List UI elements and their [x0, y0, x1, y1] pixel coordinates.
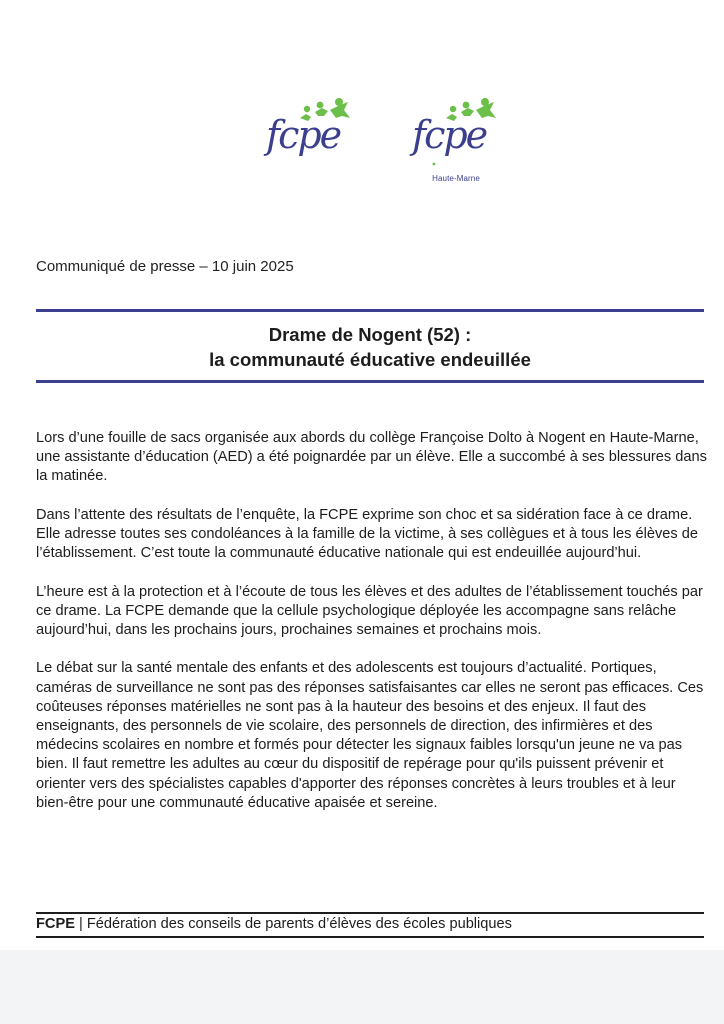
- svg-text:fcpe: fcpe: [266, 113, 341, 157]
- title-rule-bottom: [36, 380, 704, 383]
- footer-text: Fédération des conseils de parents d’élèves des écoles publiques: [86, 916, 512, 932]
- fcpe-haute-marne-logo: [408, 96, 504, 188]
- paragraph: Dans l’attente des résultats de l’enquête, la FCPE exprime son choc et sa sidération face à ce drame. Elle adresse toutes ses condoléances à la famille de la victime, à ses collègues et à tous les élèves de l’établissement. C’est toute la communauté éducative nationale qui est endeuillée aujourd’hui.: [36, 506, 698, 562]
- paragraph: Le débat sur la santé mentale des enfants et des adolescents est toujours d’actualité. Portiques, caméras de surveillance ne sont pas des réponses satisfaisantes car elles ne seront pas efficaces. Ces coûteuses réponses matérielles ne sont pas à la hauteur des besoins et des enjeux. Il faut des enseignants, des personnels de vie scolaire, des personnels de direction, des infirmières et des médecins scolaires en nombre et formés pour détecter les signaux faibles lorsqu'un jeune ne va pas bien. Il faut remettre les adultes au cœur du dispositif de repérage pour qu'ils puissent prévenir et orienter vers des spécialistes capables d'apporter des réponses concrètes à leurs troubles et à leur bien-être pour une communauté éducative apaisée et sereine.: [36, 660, 704, 811]
- svg-text:fcpe: fcpe: [412, 113, 487, 157]
- footer-separator: |: [74, 916, 87, 932]
- press-release-date: Communiqué de presse – 10 juin 2025: [36, 258, 294, 275]
- page-background-band: [0, 950, 724, 1024]
- title-line-1: Drame de Nogent (52) :: [268, 324, 472, 345]
- article-body: [36, 429, 708, 832]
- footer-rule-bottom: [36, 936, 704, 938]
- title-rule-top: [36, 309, 704, 312]
- logo-caption: Haute-Marne: [432, 174, 480, 183]
- footer-rule-top: [36, 912, 704, 914]
- footer: [36, 916, 512, 932]
- footer-brand: FCPE: [36, 916, 75, 932]
- paragraph: Lors d’une fouille de sacs organisée aux abords du collège Françoise Dolto à Nogent en Haute-Marne, une assistante d’éducation (AED) a été poignardée par un élève. Elle a succombé à ses blessures dans la matinée.: [36, 430, 707, 485]
- paragraph: L’heure est à la protection et à l’écoute de tous les élèves et des adultes de l’établissement touchés par ce drame. La FCPE demande que la cellule psychologique déployée les accompagne sans relâche aujourd’hui, dans les prochains jours, prochaines semaines et prochains mois.: [36, 583, 703, 638]
- fcpe-logo-graphic: [262, 96, 358, 168]
- fcpe-logo: [262, 96, 358, 168]
- page-title: [36, 322, 704, 372]
- title-line-2: la communauté éducative endeuillée: [209, 349, 531, 370]
- fcpe-haute-marne-logo-graphic: [408, 96, 504, 168]
